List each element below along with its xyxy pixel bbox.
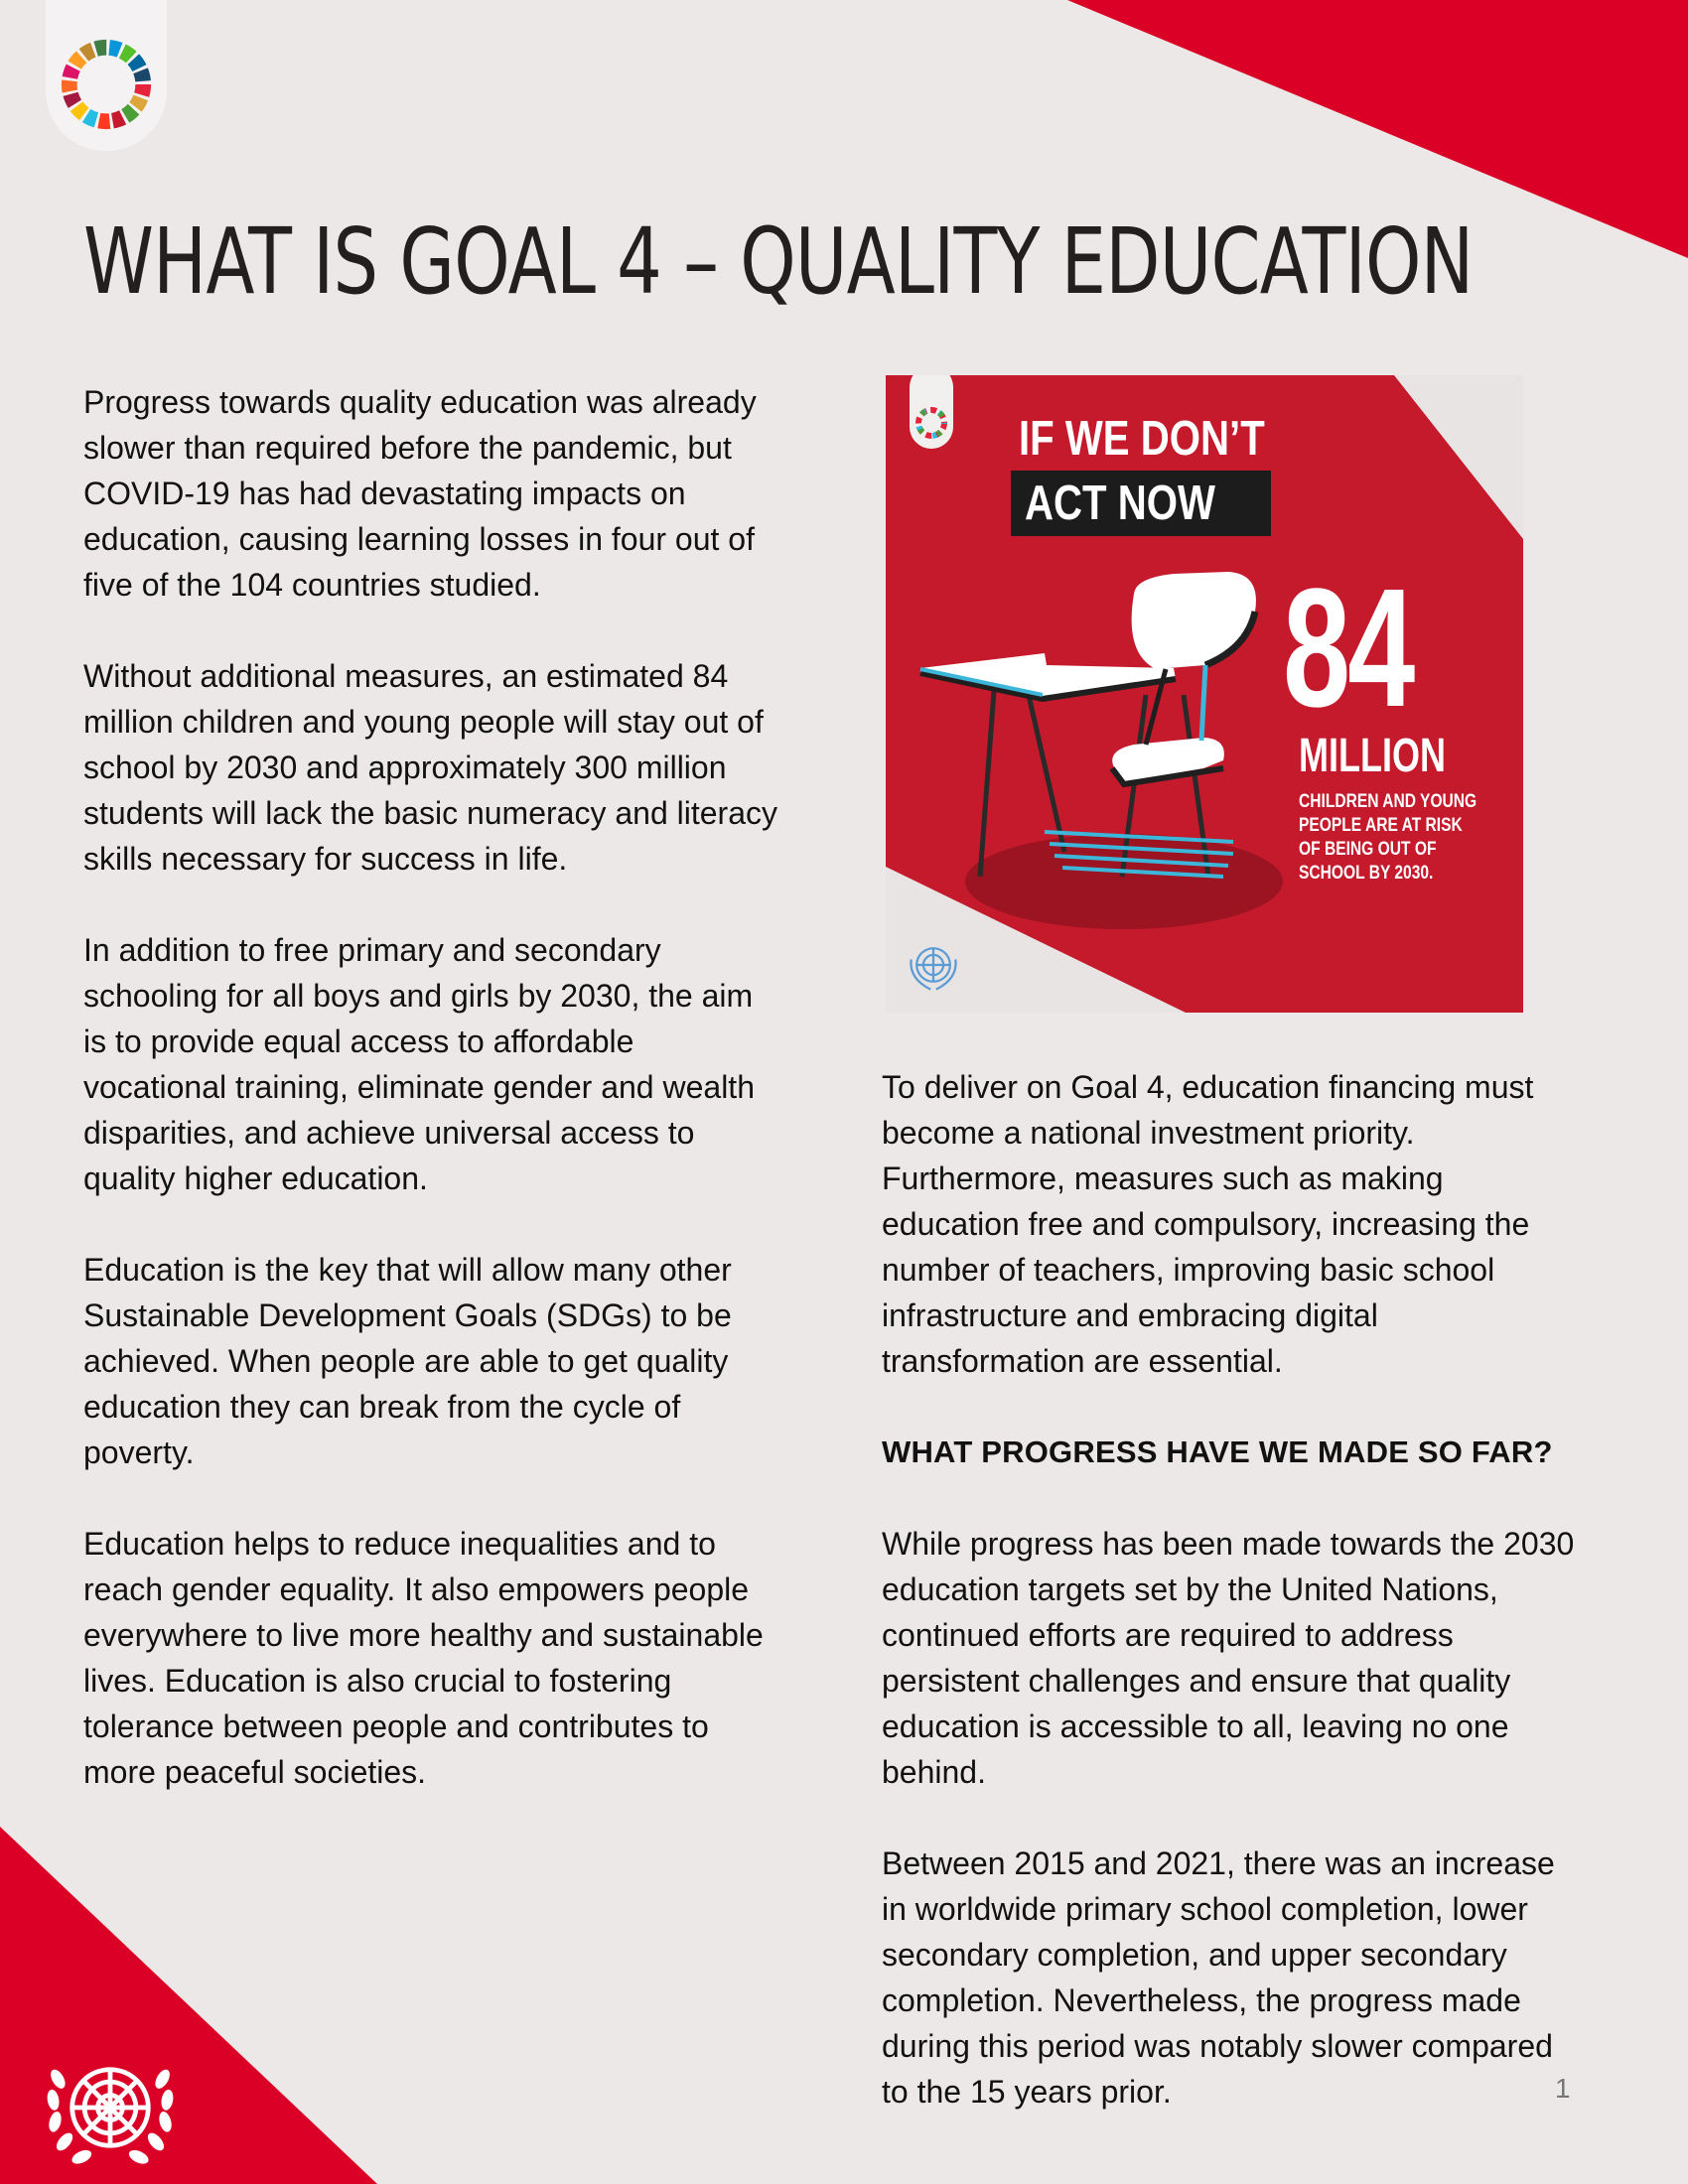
paragraph: Education helps to reduce inequalities and to reach gender equality. It also empowers people everywhere to live more healthy and sustainable lives. Education is also crucial to fostering tolerance between people and contributes to more peaceful societies. bbox=[83, 1526, 764, 1790]
sdg-wheel-icon bbox=[58, 36, 155, 133]
campaign-poster bbox=[886, 375, 1523, 1013]
paragraph: While progress has been made towards the 2030 education targets set by the United Nations, continued efforts are required to address persistent challenges and ensure that quality education is accessible to all, leaving no one behind. bbox=[882, 1526, 1575, 1790]
page-number: 1 bbox=[1555, 2073, 1571, 2104]
un-emblem-icon bbox=[44, 2041, 177, 2174]
sdg-logo-tab bbox=[46, 0, 167, 151]
paragraph: In addition to free primary and secondary schooling for all boys and girls by 2030, the aim is to provide equal access to affordable vocational training, eliminate gender and wealth disparities, and achieve universal access to quality higher education. bbox=[83, 932, 755, 1196]
paragraph: Between 2015 and 2021, there was an increase in worldwide primary school completion, lower secondary completion, and upper secondary completion. Nevertheless, the progress made during this period was notably slower compared to the 15 years prior. bbox=[882, 1845, 1555, 2110]
page-title: WHAT IS GOAL 4 – QUALITY EDUCATION bbox=[83, 208, 1474, 315]
poster-headline-line1: IF WE DON’T bbox=[1019, 412, 1265, 466]
section-heading: WHAT PROGRESS HAVE WE MADE SO FAR? bbox=[882, 1434, 1553, 1469]
paragraph: Education is the key that will allow many other Sustainable Development Goals (SDGs) to be achieved. When people are able to get quality education they can break from the cycle of poverty. bbox=[83, 1252, 732, 1470]
paragraph: Progress towards quality education was already slower than required before the pandemic, but COVID-19 has had devastating impacts on education, causing learning losses in four out of five of the 104 countries studied. bbox=[83, 384, 757, 603]
poster-headline-box bbox=[1011, 471, 1271, 536]
paragraph: To deliver on Goal 4, education financing must become a national investment priority. Furthermore, measures such as making education free and compulsory, increasing the number of teachers, improving basic school infrastructure and embracing digital transformation are essential. bbox=[882, 1069, 1534, 1379]
right-column bbox=[882, 1064, 1577, 2160]
poster-statistic-number: 84 bbox=[1283, 554, 1413, 743]
left-column bbox=[83, 379, 778, 1841]
poster-caption: CHILDREN AND YOUNG PEOPLE ARE AT RISK OF BEING OUT OF SCHOOL BY 2030. bbox=[1299, 791, 1477, 884]
poster-headline-line2: ACT NOW bbox=[1025, 477, 1215, 530]
poster-statistic-unit: MILLION bbox=[1299, 730, 1446, 782]
un-emblem-icon bbox=[906, 937, 961, 993]
paragraph: Without additional measures, an estimated 84 million children and young people will stay out of school by 2030 and approximately 300 million students will lack the basic numeracy and literacy skills necessary for success in life. bbox=[83, 658, 777, 877]
